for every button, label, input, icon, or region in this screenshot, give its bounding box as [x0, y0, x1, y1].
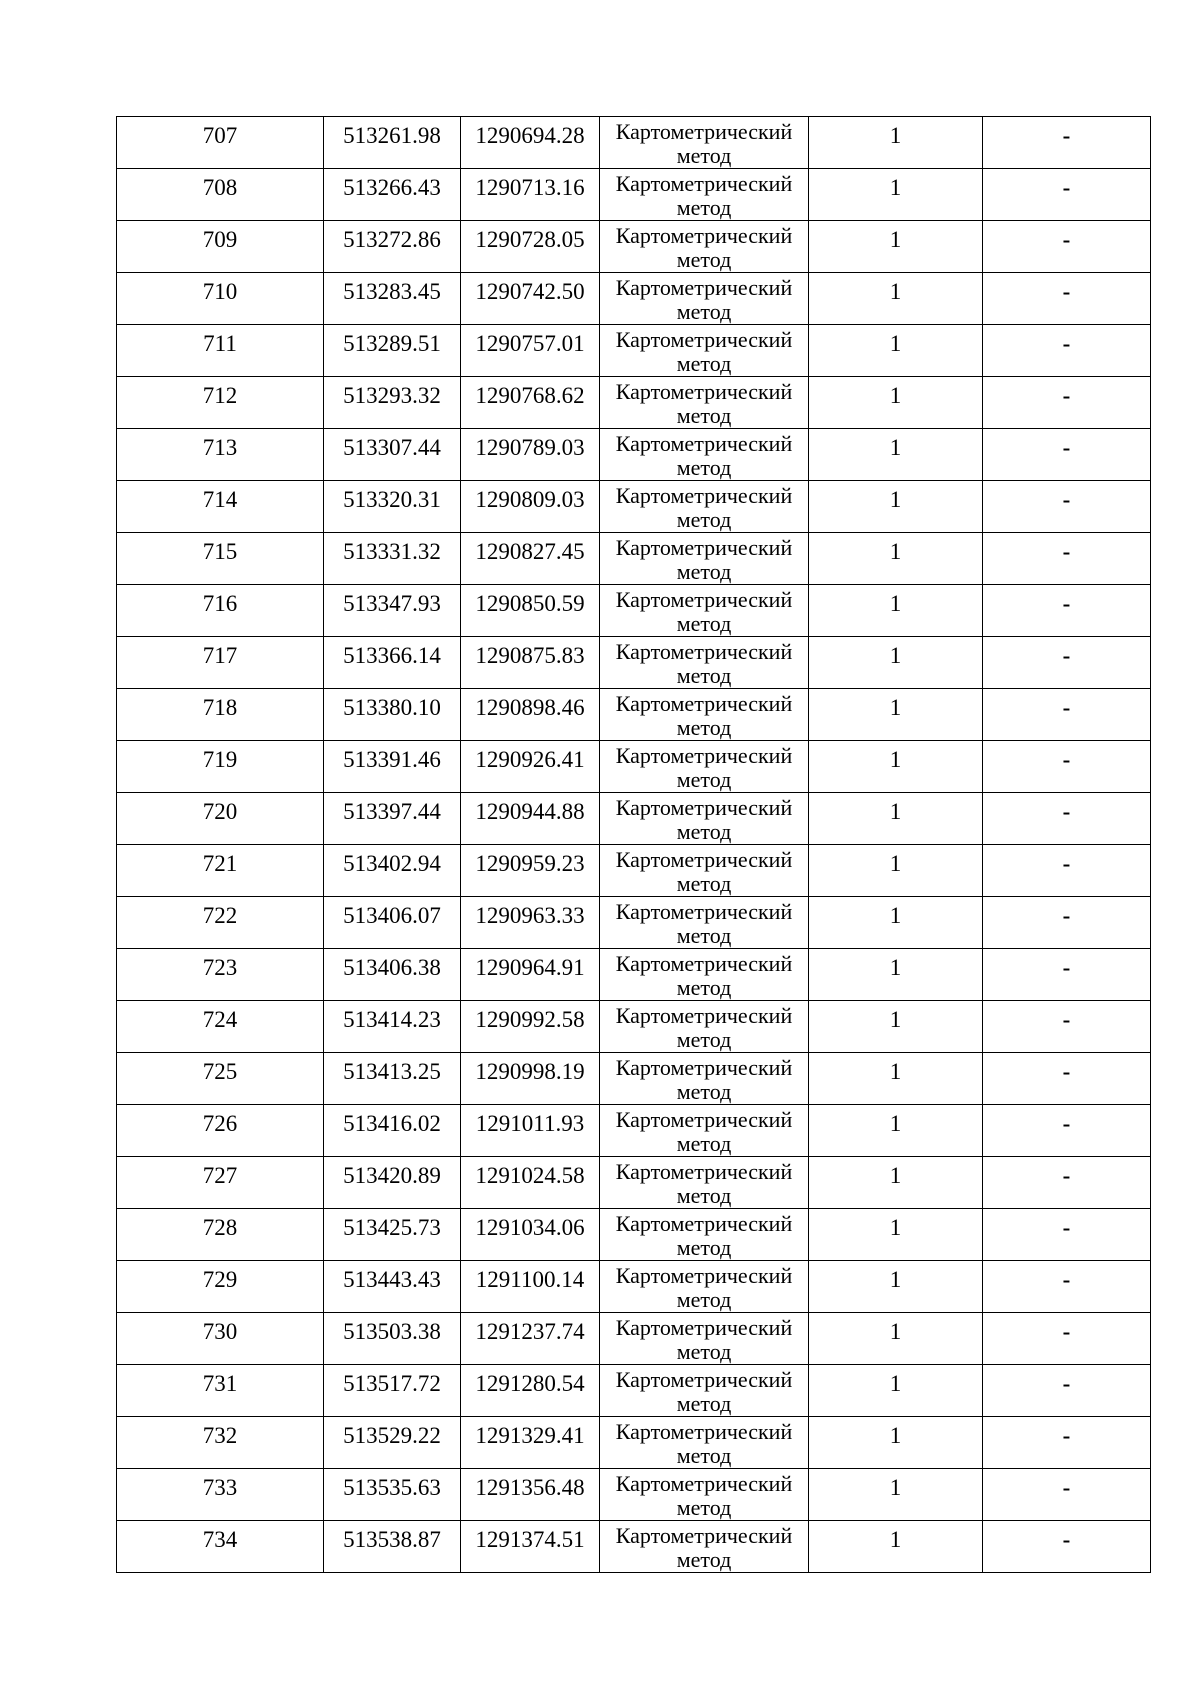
note-cell: - [983, 429, 1151, 481]
method-cell: Картометрический метод [600, 533, 809, 585]
coordinate-x-cell: 513414.23 [324, 1001, 461, 1053]
note-cell: - [983, 1521, 1151, 1573]
point-number-cell: 731 [117, 1365, 324, 1417]
method-cell: Картометрический метод [600, 897, 809, 949]
point-number-cell: 722 [117, 897, 324, 949]
accuracy-cell: 1 [809, 1469, 983, 1521]
coordinate-x-cell: 513416.02 [324, 1105, 461, 1157]
table-row [117, 1157, 1151, 1209]
point-number-cell: 713 [117, 429, 324, 481]
note-cell: - [983, 325, 1151, 377]
table-row [117, 793, 1151, 845]
accuracy-cell: 1 [809, 793, 983, 845]
accuracy-cell: 1 [809, 1417, 983, 1469]
note-cell: - [983, 1469, 1151, 1521]
accuracy-cell: 1 [809, 169, 983, 221]
accuracy-cell: 1 [809, 429, 983, 481]
note-cell: - [983, 1209, 1151, 1261]
coordinate-y-cell: 1291024.58 [461, 1157, 600, 1209]
accuracy-cell: 1 [809, 377, 983, 429]
coordinate-x-cell: 513289.51 [324, 325, 461, 377]
point-number-cell: 732 [117, 1417, 324, 1469]
table-row [117, 533, 1151, 585]
coordinate-x-cell: 513413.25 [324, 1053, 461, 1105]
accuracy-cell: 1 [809, 1521, 983, 1573]
point-number-cell: 714 [117, 481, 324, 533]
coordinate-x-cell: 513272.86 [324, 221, 461, 273]
coordinate-y-cell: 1290992.58 [461, 1001, 600, 1053]
coordinate-y-cell: 1290850.59 [461, 585, 600, 637]
coordinate-y-cell: 1290875.83 [461, 637, 600, 689]
point-number-cell: 725 [117, 1053, 324, 1105]
point-number-cell: 721 [117, 845, 324, 897]
table-row [117, 481, 1151, 533]
note-cell: - [983, 1313, 1151, 1365]
note-cell: - [983, 741, 1151, 793]
method-cell: Картометрический метод [600, 1001, 809, 1053]
table-row [117, 273, 1151, 325]
coordinate-y-cell: 1291011.93 [461, 1105, 600, 1157]
coordinates-table [116, 116, 1151, 1573]
method-cell: Картометрический метод [600, 1521, 809, 1573]
table-row [117, 897, 1151, 949]
coordinate-x-cell: 513529.22 [324, 1417, 461, 1469]
note-cell: - [983, 1053, 1151, 1105]
method-cell: Картометрический метод [600, 169, 809, 221]
coordinate-y-cell: 1290728.05 [461, 221, 600, 273]
table-row [117, 1105, 1151, 1157]
coordinate-x-cell: 513261.98 [324, 117, 461, 169]
note-cell: - [983, 377, 1151, 429]
accuracy-cell: 1 [809, 1365, 983, 1417]
note-cell: - [983, 845, 1151, 897]
method-cell: Картометрический метод [600, 689, 809, 741]
method-cell: Картометрический метод [600, 325, 809, 377]
coordinate-x-cell: 513397.44 [324, 793, 461, 845]
method-cell: Картометрический метод [600, 221, 809, 273]
coordinate-y-cell: 1290827.45 [461, 533, 600, 585]
coordinate-y-cell: 1291374.51 [461, 1521, 600, 1573]
coordinate-x-cell: 513406.07 [324, 897, 461, 949]
table-row [117, 1365, 1151, 1417]
accuracy-cell: 1 [809, 1157, 983, 1209]
accuracy-cell: 1 [809, 1261, 983, 1313]
note-cell: - [983, 1001, 1151, 1053]
table-row [117, 949, 1151, 1001]
method-cell: Картометрический метод [600, 377, 809, 429]
method-cell: Картометрический метод [600, 741, 809, 793]
point-number-cell: 727 [117, 1157, 324, 1209]
coordinate-y-cell: 1290694.28 [461, 117, 600, 169]
table-row [117, 1469, 1151, 1521]
coordinate-x-cell: 513380.10 [324, 689, 461, 741]
method-cell: Картометрический метод [600, 117, 809, 169]
table-row [117, 1261, 1151, 1313]
method-cell: Картометрический метод [600, 1105, 809, 1157]
coordinate-x-cell: 513406.38 [324, 949, 461, 1001]
coordinate-x-cell: 513283.45 [324, 273, 461, 325]
coordinate-y-cell: 1290898.46 [461, 689, 600, 741]
note-cell: - [983, 1157, 1151, 1209]
accuracy-cell: 1 [809, 949, 983, 1001]
accuracy-cell: 1 [809, 1105, 983, 1157]
coordinate-x-cell: 513538.87 [324, 1521, 461, 1573]
accuracy-cell: 1 [809, 897, 983, 949]
coordinate-y-cell: 1290713.16 [461, 169, 600, 221]
coordinate-x-cell: 513320.31 [324, 481, 461, 533]
point-number-cell: 715 [117, 533, 324, 585]
note-cell: - [983, 481, 1151, 533]
method-cell: Картометрический метод [600, 1417, 809, 1469]
coordinate-y-cell: 1291329.41 [461, 1417, 600, 1469]
table-row [117, 1001, 1151, 1053]
method-cell: Картометрический метод [600, 1209, 809, 1261]
note-cell: - [983, 169, 1151, 221]
table-row [117, 221, 1151, 273]
coordinate-y-cell: 1291237.74 [461, 1313, 600, 1365]
coordinate-y-cell: 1290998.19 [461, 1053, 600, 1105]
accuracy-cell: 1 [809, 1313, 983, 1365]
method-cell: Картометрический метод [600, 481, 809, 533]
point-number-cell: 718 [117, 689, 324, 741]
point-number-cell: 734 [117, 1521, 324, 1573]
table-row [117, 689, 1151, 741]
note-cell: - [983, 117, 1151, 169]
coordinate-x-cell: 513266.43 [324, 169, 461, 221]
point-number-cell: 733 [117, 1469, 324, 1521]
table-row [117, 585, 1151, 637]
method-cell: Картометрический метод [600, 1313, 809, 1365]
coordinate-y-cell: 1290959.23 [461, 845, 600, 897]
coordinate-x-cell: 513293.32 [324, 377, 461, 429]
coordinate-y-cell: 1291356.48 [461, 1469, 600, 1521]
table-row [117, 1209, 1151, 1261]
accuracy-cell: 1 [809, 221, 983, 273]
point-number-cell: 720 [117, 793, 324, 845]
note-cell: - [983, 1105, 1151, 1157]
accuracy-cell: 1 [809, 741, 983, 793]
method-cell: Картометрический метод [600, 1469, 809, 1521]
table-row [117, 1053, 1151, 1105]
coordinate-y-cell: 1290809.03 [461, 481, 600, 533]
accuracy-cell: 1 [809, 1053, 983, 1105]
coordinate-y-cell: 1290944.88 [461, 793, 600, 845]
coordinate-x-cell: 513425.73 [324, 1209, 461, 1261]
method-cell: Картометрический метод [600, 845, 809, 897]
coordinate-y-cell: 1290964.91 [461, 949, 600, 1001]
table-row [117, 637, 1151, 689]
point-number-cell: 716 [117, 585, 324, 637]
coordinate-x-cell: 513517.72 [324, 1365, 461, 1417]
method-cell: Картометрический метод [600, 793, 809, 845]
accuracy-cell: 1 [809, 273, 983, 325]
coordinate-y-cell: 1291280.54 [461, 1365, 600, 1417]
accuracy-cell: 1 [809, 585, 983, 637]
note-cell: - [983, 221, 1151, 273]
accuracy-cell: 1 [809, 117, 983, 169]
table-row [117, 325, 1151, 377]
coordinate-x-cell: 513503.38 [324, 1313, 461, 1365]
method-cell: Картометрический метод [600, 585, 809, 637]
point-number-cell: 707 [117, 117, 324, 169]
note-cell: - [983, 1365, 1151, 1417]
coordinate-x-cell: 513443.43 [324, 1261, 461, 1313]
note-cell: - [983, 533, 1151, 585]
coordinate-x-cell: 513402.94 [324, 845, 461, 897]
table-row [117, 377, 1151, 429]
point-number-cell: 712 [117, 377, 324, 429]
accuracy-cell: 1 [809, 637, 983, 689]
point-number-cell: 711 [117, 325, 324, 377]
point-number-cell: 719 [117, 741, 324, 793]
point-number-cell: 726 [117, 1105, 324, 1157]
coordinate-x-cell: 513331.32 [324, 533, 461, 585]
table-row [117, 1313, 1151, 1365]
coordinates-table-body [117, 117, 1151, 1573]
method-cell: Картометрический метод [600, 429, 809, 481]
note-cell: - [983, 897, 1151, 949]
note-cell: - [983, 949, 1151, 1001]
coordinate-x-cell: 513366.14 [324, 637, 461, 689]
method-cell: Картометрический метод [600, 273, 809, 325]
point-number-cell: 729 [117, 1261, 324, 1313]
coordinate-x-cell: 513391.46 [324, 741, 461, 793]
table-row [117, 845, 1151, 897]
note-cell: - [983, 793, 1151, 845]
point-number-cell: 723 [117, 949, 324, 1001]
note-cell: - [983, 585, 1151, 637]
point-number-cell: 708 [117, 169, 324, 221]
accuracy-cell: 1 [809, 689, 983, 741]
table-row [117, 429, 1151, 481]
coordinate-y-cell: 1290742.50 [461, 273, 600, 325]
method-cell: Картометрический метод [600, 1053, 809, 1105]
accuracy-cell: 1 [809, 1209, 983, 1261]
coordinate-y-cell: 1290757.01 [461, 325, 600, 377]
note-cell: - [983, 273, 1151, 325]
coordinate-y-cell: 1290768.62 [461, 377, 600, 429]
coordinate-y-cell: 1290963.33 [461, 897, 600, 949]
accuracy-cell: 1 [809, 845, 983, 897]
table-row [117, 169, 1151, 221]
method-cell: Картометрический метод [600, 949, 809, 1001]
method-cell: Картометрический метод [600, 1365, 809, 1417]
coordinate-x-cell: 513535.63 [324, 1469, 461, 1521]
coordinate-y-cell: 1291034.06 [461, 1209, 600, 1261]
method-cell: Картометрический метод [600, 637, 809, 689]
accuracy-cell: 1 [809, 481, 983, 533]
table-row [117, 117, 1151, 169]
coordinate-y-cell: 1290926.41 [461, 741, 600, 793]
point-number-cell: 717 [117, 637, 324, 689]
table-row [117, 1417, 1151, 1469]
method-cell: Картометрический метод [600, 1157, 809, 1209]
note-cell: - [983, 1417, 1151, 1469]
coordinate-y-cell: 1290789.03 [461, 429, 600, 481]
point-number-cell: 710 [117, 273, 324, 325]
accuracy-cell: 1 [809, 1001, 983, 1053]
accuracy-cell: 1 [809, 533, 983, 585]
point-number-cell: 709 [117, 221, 324, 273]
table-row [117, 1521, 1151, 1573]
coordinate-x-cell: 513347.93 [324, 585, 461, 637]
note-cell: - [983, 637, 1151, 689]
coordinate-x-cell: 513420.89 [324, 1157, 461, 1209]
note-cell: - [983, 1261, 1151, 1313]
point-number-cell: 724 [117, 1001, 324, 1053]
point-number-cell: 728 [117, 1209, 324, 1261]
method-cell: Картометрический метод [600, 1261, 809, 1313]
coordinate-x-cell: 513307.44 [324, 429, 461, 481]
point-number-cell: 730 [117, 1313, 324, 1365]
coordinate-y-cell: 1291100.14 [461, 1261, 600, 1313]
accuracy-cell: 1 [809, 325, 983, 377]
note-cell: - [983, 689, 1151, 741]
table-row [117, 741, 1151, 793]
